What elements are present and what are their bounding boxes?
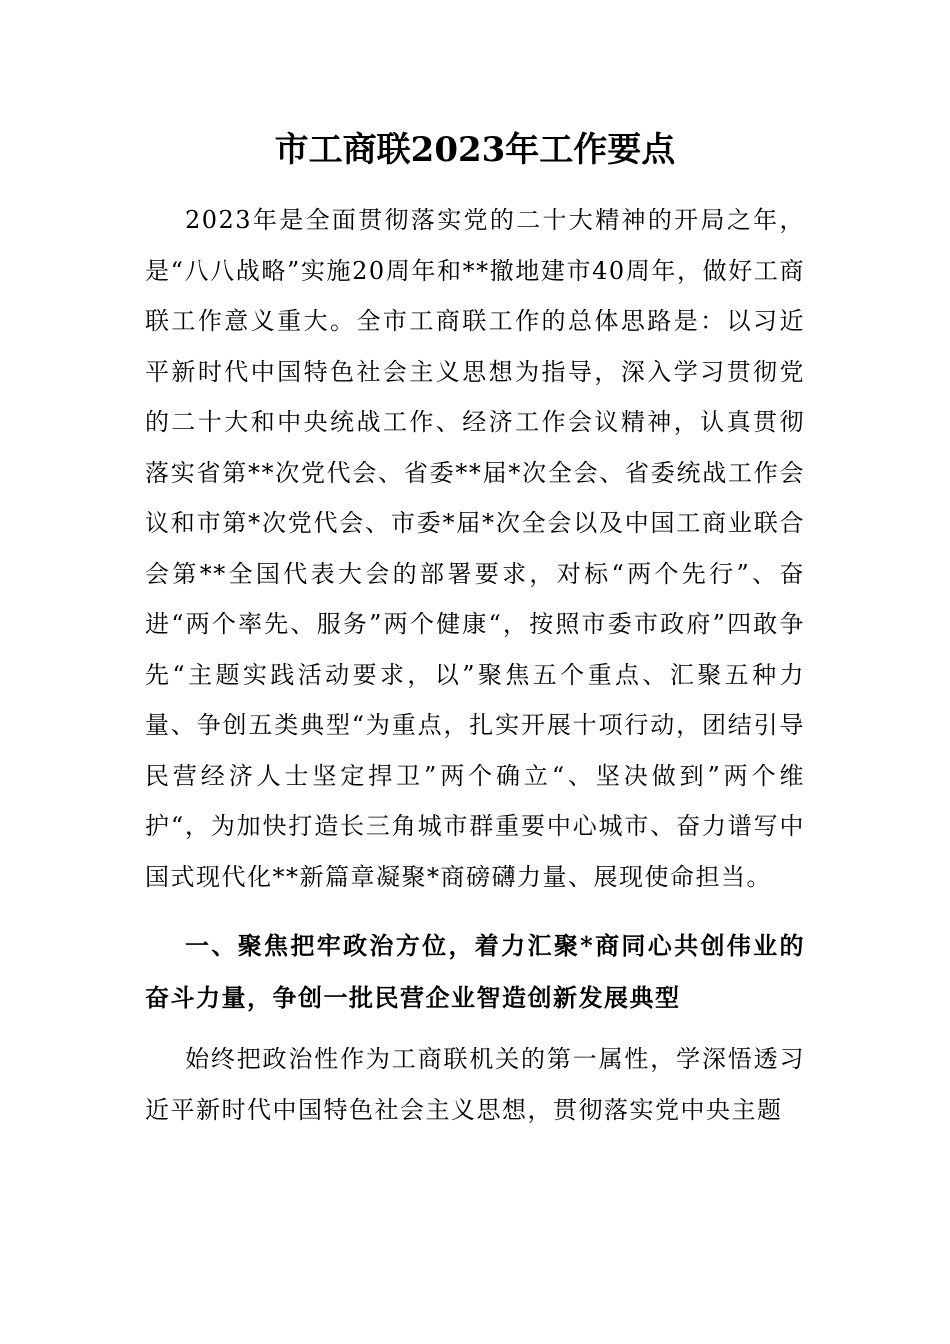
section-paragraph: 始终把政治性作为工商联机关的第一属性，学深悟透习近平新时代中国特色社会主义思想，贯彻落实党中央主题 <box>145 1045 805 1124</box>
intro-paragraph: 2023年是全面贯彻落实党的二十大精神的开局之年，是“八八战略”实施20周年和**撤地建市40周年，做好工商联工作意义重大。全市工商联工作的总体思路是：以习近平新时代中国特色社会主义思想为指导，深入学习贯彻党的二十大和中央统战工作、经济工作会议精神，认真贯彻落实省第**次党代会、省委**届*次全会、省委统战工作会议和市第*次党代会、市委*届*次全会以及中国工商业联合会第**全国代表大会的部署要求，对标“两个先行”、奋进“两个率先、服务”两个健康“，按照市委市政府”四敢争先“主题实践活动要求，以”聚焦五个重点、汇聚五种力量、争创五类典型“为重点，扎实开展十项行动，团结引导民营经济人士坚定捍卫”两个确立“、坚决做到”两个维护“，为加快打造长三角城市群重要中心城市、奋力谱写中国式现代化**新篇章凝聚*商磅礴力量、展现使命担当。 <box>145 206 805 891</box>
section-heading: 一、聚焦把牢政治方位，着力汇聚*商同心共创伟业的奋斗力量，争创一批民营企业智造创新发展典型 <box>145 931 805 1012</box>
document-title: 市工商联2023年工作要点 <box>274 130 676 170</box>
document-page <box>145 118 805 1135</box>
